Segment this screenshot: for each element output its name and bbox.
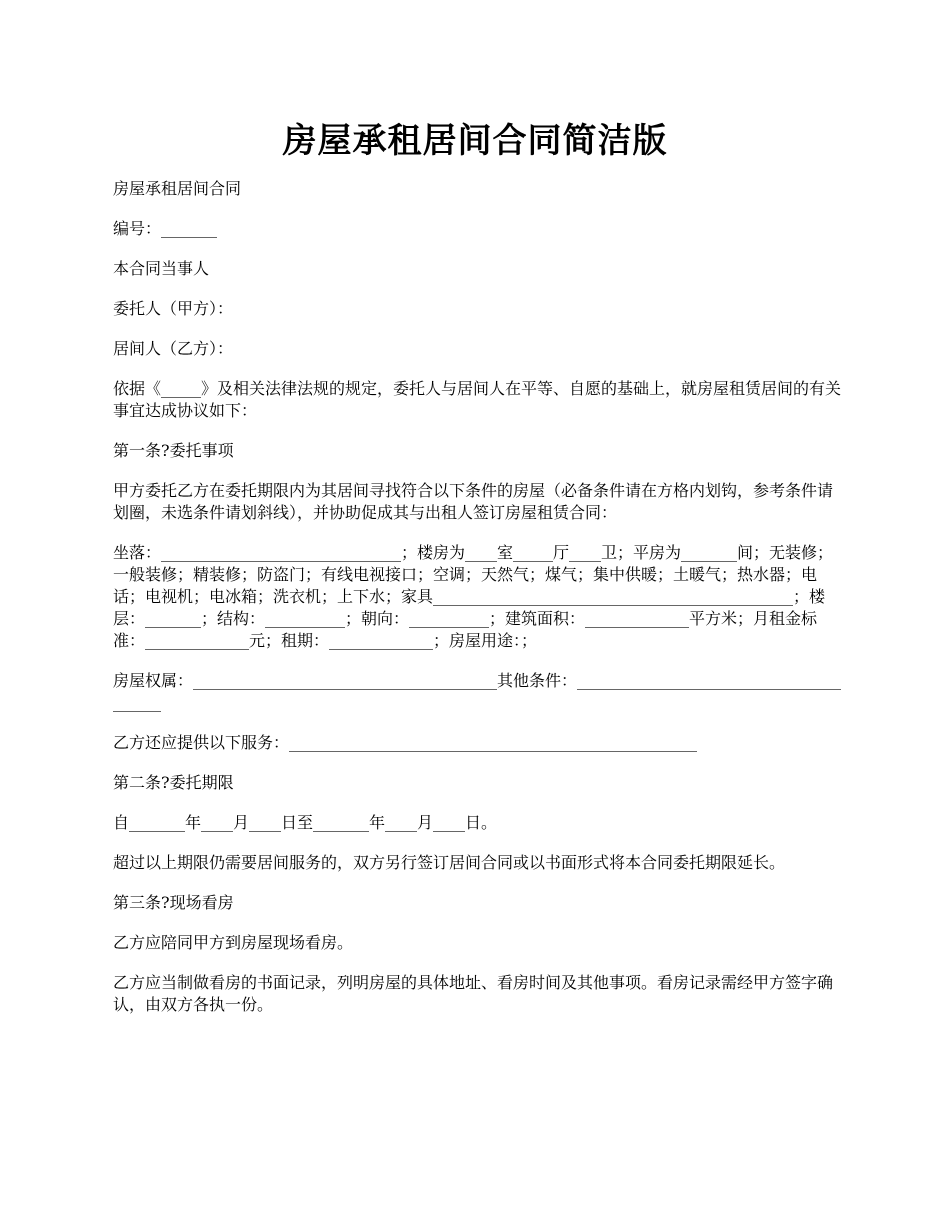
paragraph-parties-heading: 本合同当事人 [113,259,210,278]
paragraph-party-b: 居间人（乙方）： [113,339,234,358]
paragraph-viewing-record: 乙方应当制做看房的书面记录，列明房屋的具体地址、看房时间及其他事项。看房记录需经甲方签字确认，由双方各执一份。 [113,973,834,1014]
paragraph-article-1-body: 甲方委托乙方在委托期限内为其居间寻找符合以下条件的房屋（必备条件请在方格内划钩，参考条件请划圈，未选条件请划斜线），并协助促成其与出租人签订房屋租赁合同： [113,481,834,522]
paragraph-ownership: 房屋权属：______________________________________其他条件：_______________________________________ [113,671,842,712]
paragraph-party-a: 委托人（甲方）： [113,299,234,318]
paragraph-contract-name: 房屋承租居间合同 [113,179,242,198]
paragraph-term-extension: 超过以上期限仍需要居间服务的，双方另行签订居间合同或以书面形式将本合同委托期限延长。 [113,853,786,872]
paragraph-additional-services: 乙方还应提供以下服务：___________________________________________________ [113,733,698,752]
paragraph-contract-number: 编号：_______ [113,219,218,238]
paragraph-basis: 依据《_____》及相关法律法规的规定，委托人与居间人在平等、自愿的基础上，就房屋租赁居间的有关事宜达成协议如下： [113,379,842,420]
paragraph-viewing: 乙方应陪同甲方到房屋现场看房。 [113,933,354,952]
paragraph-article-3-heading: 第三条?现场看房 [113,893,234,912]
paragraph-term-dates: 自_______年____月____日至_______年____月____日。 [113,813,498,832]
document-body [113,178,841,1034]
document-title: 房屋承租居间合同简洁版 [282,121,668,161]
paragraph-article-2-heading: 第二条?委托期限 [113,773,234,792]
paragraph-property-conditions: 坐落：______________________________；楼房为____室_____厅____卫；平房为_______间；无装修；一般装修；精装修；防盗门；有线电视接口；空调；天然气；煤气；集中供暖；土暖气；热水器；电话；电视机；电冰箱；洗衣机；上下水；家具_____________________________________________；楼层：_______；结构：__________；朝向：__________；建筑面积：_____________平方米；月租金标准：_____________元；租期：_____________；房屋用途：； [113,543,834,650]
paragraph-article-1-heading: 第一条?委托事项 [113,441,234,460]
